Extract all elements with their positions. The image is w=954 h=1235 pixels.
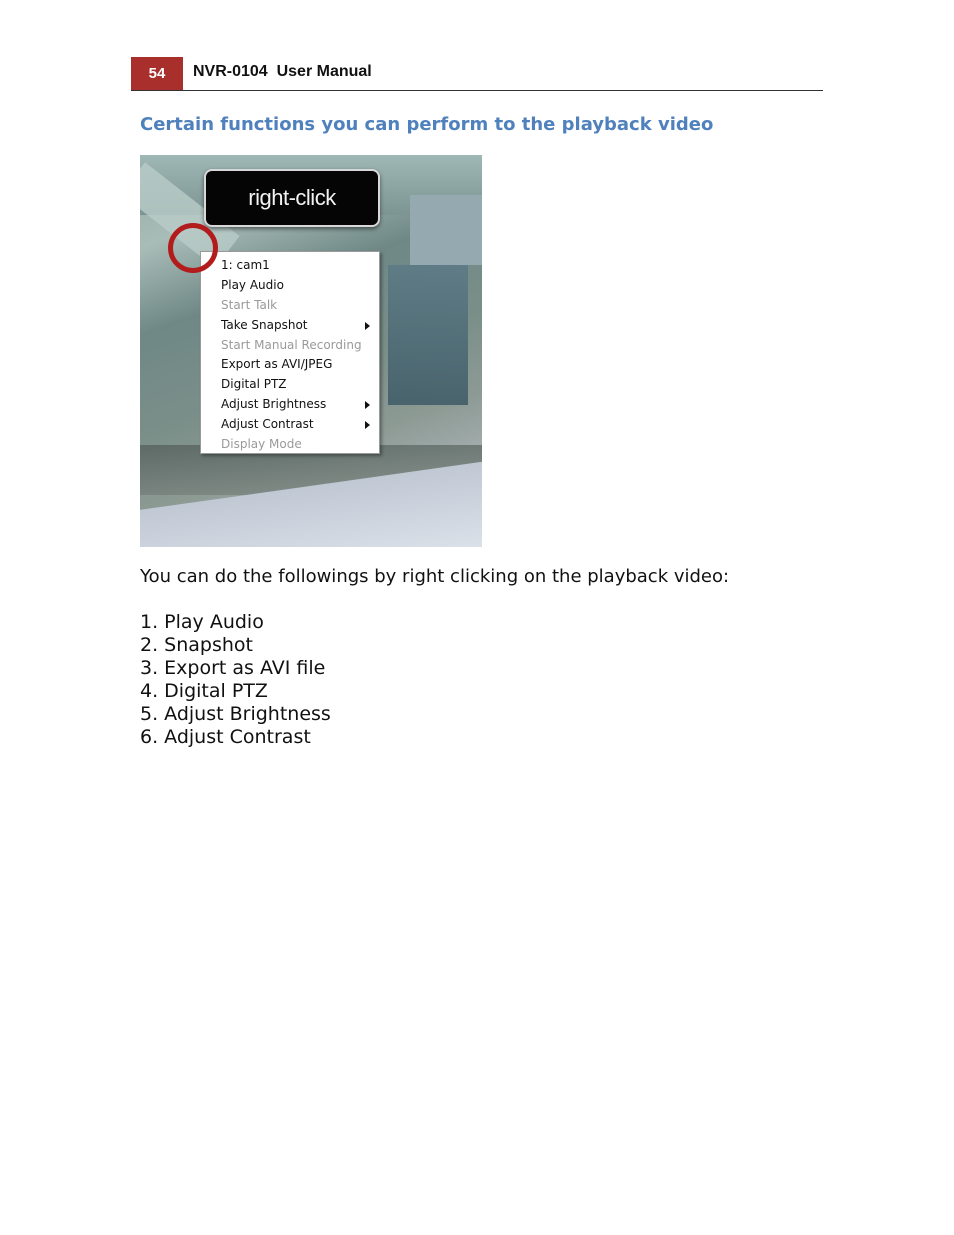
submenu-arrow-icon xyxy=(365,322,370,330)
menu-item-start-manual-recording: Start Manual Recording xyxy=(221,337,362,352)
page-number: 54 xyxy=(148,65,166,82)
menu-item-camera[interactable]: 1: cam1 xyxy=(221,258,270,272)
menu-item-digital-ptz[interactable]: Digital PTZ xyxy=(221,377,287,392)
list-item: 4. Digital PTZ xyxy=(140,680,268,702)
menu-item-adjust-contrast[interactable]: Adjust Contrast xyxy=(201,415,379,435)
list-item: 5. Adjust Brightness xyxy=(140,703,331,725)
scene-equipment xyxy=(388,265,468,405)
menu-item-display-mode: Display Mode xyxy=(221,437,302,452)
header-divider xyxy=(131,90,823,91)
list-item: 2. Snapshot xyxy=(140,634,253,656)
playback-video-screenshot xyxy=(140,155,482,547)
list-item: 1. Play Audio xyxy=(140,611,264,633)
list-item: 6. Adjust Contrast xyxy=(140,726,311,748)
menu-item-adjust-brightness[interactable]: Adjust Brightness xyxy=(201,395,379,415)
intro-paragraph: You can do the followings by right clicking on the playback video: xyxy=(140,566,730,587)
right-click-callout xyxy=(204,169,380,227)
document-title: NVR-0104 User Manual xyxy=(193,63,372,80)
context-menu xyxy=(200,251,380,454)
section-heading: Certain functions you can perform to the playback video xyxy=(140,114,714,135)
menu-item-export-avi-jpeg[interactable]: Export as AVI/JPEG xyxy=(221,357,333,372)
menu-item-take-snapshot[interactable]: Take Snapshot xyxy=(201,316,379,336)
menu-item-start-talk: Start Talk xyxy=(221,297,278,312)
click-location-ring-icon xyxy=(168,223,218,273)
callout-text: right-click xyxy=(248,185,336,210)
scene-panel xyxy=(410,195,482,265)
menu-item-play-audio[interactable]: Play Audio xyxy=(221,277,284,292)
page-number-badge xyxy=(131,57,183,90)
list-item: 3. Export as AVI file xyxy=(140,657,326,679)
submenu-arrow-icon xyxy=(365,421,370,429)
submenu-arrow-icon xyxy=(365,401,370,409)
function-list xyxy=(140,611,331,749)
